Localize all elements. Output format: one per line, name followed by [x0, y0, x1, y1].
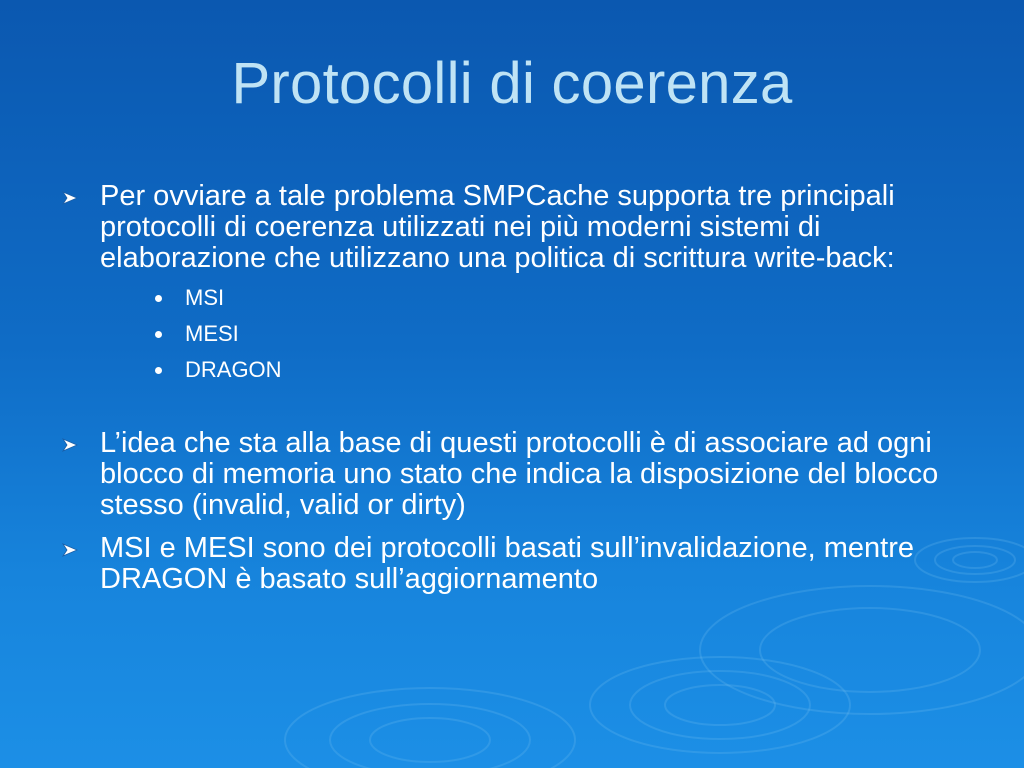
- sub-list-item: [100, 316, 980, 352]
- dot-bullet-icon: [155, 331, 162, 338]
- sub-item-text: MSI: [185, 285, 225, 310]
- sub-list: [100, 280, 980, 388]
- bullet-item: [60, 533, 980, 595]
- arrow-bullet-icon: [62, 438, 78, 452]
- arrow-bullet-icon: [62, 191, 78, 205]
- dot-bullet-icon: [155, 295, 162, 302]
- sub-item-text: DRAGON: [185, 357, 282, 382]
- arrow-bullet-icon: [62, 543, 78, 557]
- slide-content: [60, 181, 980, 595]
- bullet-text: Per ovviare a tale problema SMPCache supporta tre principali protocolli di coerenza utilizzati nei più moderni sistemi di elaborazione che utilizzano una politica di scrittura write-back:: [100, 180, 895, 274]
- dot-bullet-icon: [155, 367, 162, 374]
- sub-item-text: MESI: [185, 321, 239, 346]
- sub-list-item: [100, 280, 980, 316]
- bullet-text: MSI e MESI sono dei protocolli basati sull’invalidazione, mentre DRAGON è basato sull’aggiornamento: [100, 532, 915, 595]
- bullet-text: L’idea che sta alla base di questi protocolli è di associare ad ogni blocco di memoria uno stato che indica la disposizione del blocco stesso (invalid, valid or dirty): [100, 427, 939, 521]
- slide-title: Protocolli di coerenza: [231, 51, 793, 116]
- bullet-item: [60, 428, 980, 521]
- sub-list-item: [100, 352, 980, 388]
- bullet-item: [60, 181, 980, 388]
